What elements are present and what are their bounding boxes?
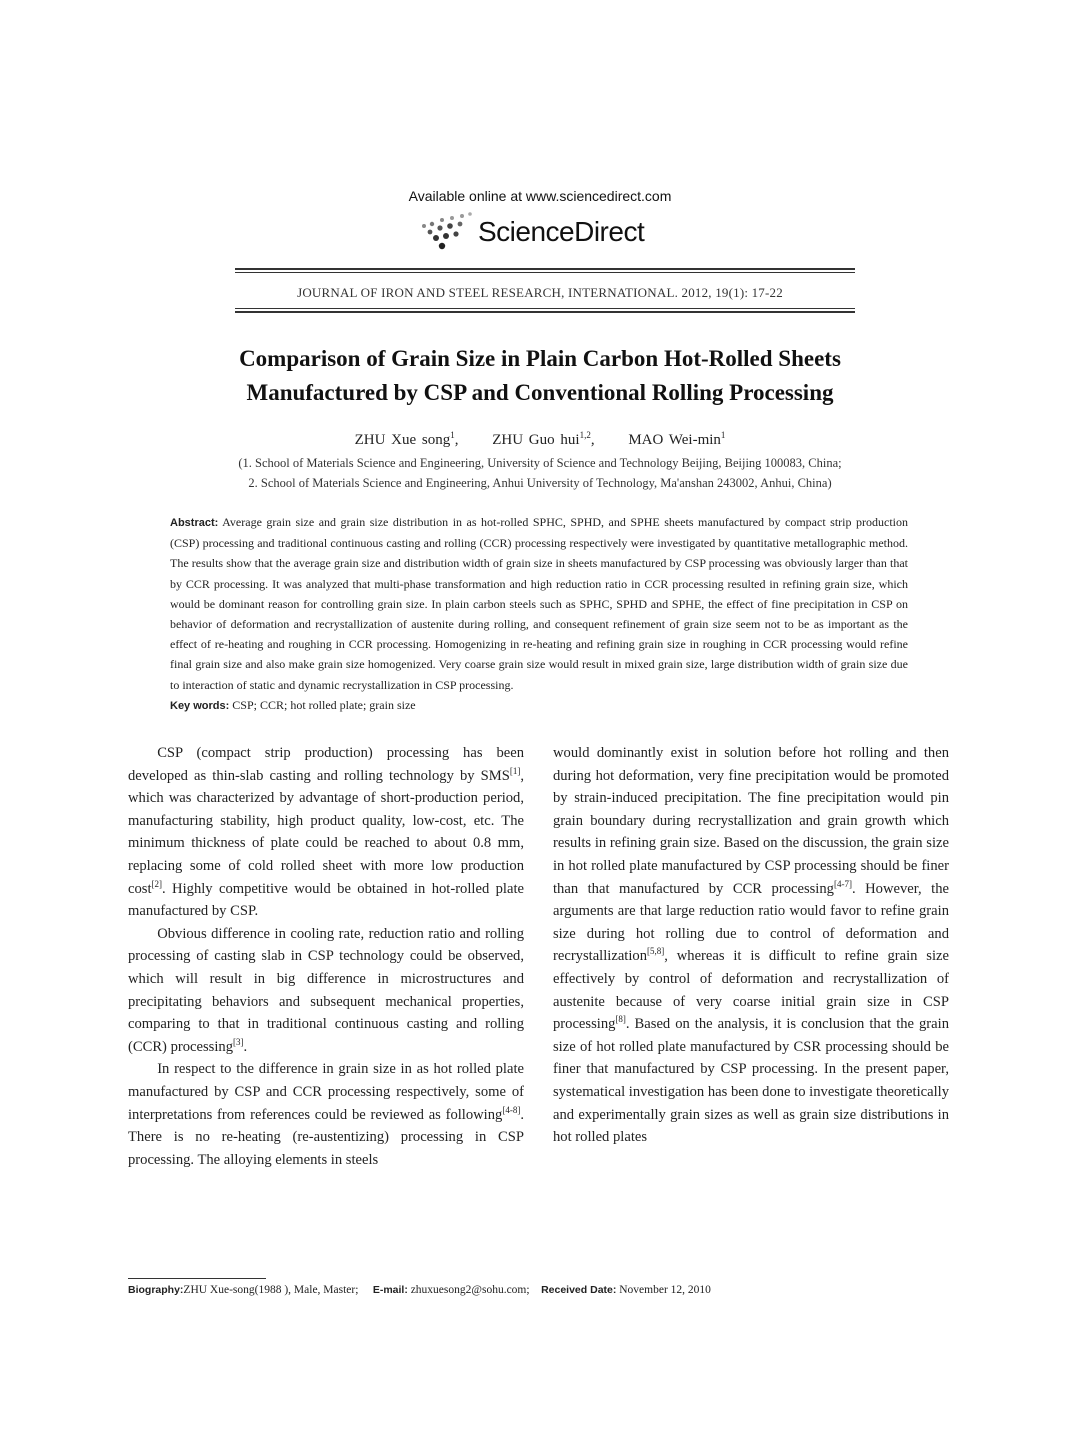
received-date-label: Received Date:	[541, 1284, 617, 1296]
author-separator: ,	[454, 432, 459, 448]
footnote-rule	[128, 1278, 266, 1279]
author-list	[0, 430, 1080, 449]
author-name: ZHU Xue song	[354, 432, 451, 448]
citation: [4-7]	[833, 878, 852, 889]
author-separator: ,	[590, 432, 595, 448]
citation: [4-8]	[502, 1104, 521, 1115]
author-name: ZHU Guo hui	[492, 432, 580, 448]
header-rule-bottom	[235, 311, 855, 313]
email-label: E-mail:	[372, 1284, 408, 1296]
received-date-text: November 12, 2010	[619, 1284, 711, 1296]
author-affil-mark: 1	[720, 430, 726, 440]
available-online-text: Available online at www.sciencedirect.com	[408, 188, 672, 204]
journal-citation: JOURNAL OF IRON AND STEEL RESEARCH, INTERNATIONAL. 2012, 19(1): 17-22	[297, 285, 783, 300]
text: . Based on the analysis, it is conclusion that the grain size of hot rolled plate manufactured by CSR processing should be finer that manufactured by CSP processing. In the present paper, systematical investigation has been done to investigate theoretically and experimentally grain sizes as well as grain size distributions in hot rolled plates	[553, 1016, 949, 1146]
citation: [3]	[233, 1036, 244, 1047]
paragraph	[128, 742, 524, 923]
keywords-text: CSP; CCR; hot rolled plate; grain size	[232, 697, 416, 712]
paper-title	[0, 342, 1080, 410]
author-3	[628, 432, 725, 448]
text: , whereas it is difficult to refine grain size effectively by control of deformation and recrystallization of austenite because of very coarse initial grain size in CSP processing	[553, 948, 949, 1033]
biography-text: ZHU Xue-song(1988 ), Male, Master;	[183, 1284, 359, 1296]
header-rule-bottom-thin	[235, 308, 855, 309]
keywords-label: Key words:	[170, 699, 230, 712]
biography-label: Biography:	[128, 1284, 184, 1296]
text: . There is no re-heating (re-austentizing) processing in CSP processing. The alloying elements in steels	[128, 1106, 524, 1168]
sciencedirect-brand: ScienceDirect	[478, 216, 645, 247]
citation: [8]	[615, 1014, 626, 1025]
abstract-text: Average grain size and grain size distribution in as hot-rolled SPHC, SPHD, and SPHE sheets manufactured by compact strip production (CSP) processing and traditional continuous casting and rolling (CCR) processing respectively were investigated by quantitative metallographic method. The results show that the average grain size and distribution width of grain size in sheets manufactured by CSP processing was obviously larger than that by CCR processing. It was analyzed that multi-phase transformation and high reduction ratio in CCR processing resulted in refining grain size, which would be dominant reason for controlling grain size. In plain carbon steels such as SPHC, SPHD and SPHE, the effect of fine precipitation in CSP on behavior of deformation and recrystallization of austenite during rolling, and consequent refinement of grain size seem not to be as important as the effect of re-heating and roughing in CCR processing. Homogenizing in re-heating and refining grain size in roughing in CCR processing would refine final grain size and also make grain size homogenized. Very coarse grain size would result in mixed grain size, large distribution width of grain size due to interaction of static and dynamic recrystallization in CSP processing.	[170, 515, 908, 692]
citation: [5,8]	[647, 946, 665, 957]
text: . Highly competitive would be obtained in hot-rolled plate manufactured by CSP.	[128, 880, 524, 920]
email-text: zhuxuesong2@sohu.com;	[410, 1284, 530, 1296]
text: , which was characterized by advantage of short-production period, manufacturing stability, high product quality, low-cost, etc. The minimum thickness of plate could be reached to about 0.8 mm, replacing some of cold rolled sheet with more low production cost	[128, 767, 524, 897]
text: Obvious difference in cooling rate, reduction ratio and rolling processing of casting slab in CSP technology could be observed, which will result in big difference in microstructures and precipitating behaviors and subsequent mechanical properties, comparing to that in traditional continuous casting and rolling (CCR) processing	[128, 925, 524, 1055]
sciencedirect-logo	[420, 212, 720, 256]
sciencedirect-dots-icon	[420, 212, 480, 256]
author-1	[355, 432, 459, 448]
paragraph	[553, 742, 949, 1149]
title-line-1: Comparison of Grain Size in Plain Carbon Hot-Rolled Sheets	[239, 346, 841, 371]
paragraph	[128, 923, 524, 1059]
text: CSP (compact strip production) processing has been developed as thin-slab casting and rolling technology by SMS	[128, 745, 524, 784]
citation: [2]	[151, 878, 163, 889]
citation: [1]	[509, 765, 521, 776]
body-column-right	[553, 742, 949, 1149]
text: .	[243, 1038, 248, 1055]
text: . However, the arguments are that large reduction ratio would favor to refine grain size during hot rolling due to control of deformation and recrystallization	[553, 880, 950, 965]
abstract	[170, 512, 908, 716]
abstract-label: Abstract:	[170, 517, 219, 529]
header-rule-top	[235, 268, 855, 270]
author-affil-mark: 1	[450, 430, 455, 440]
text: In respect to the difference in grain size in as hot rolled plate manufactured by CSP and CCR processing respectively, some of interpretations from references could be reviewed as following	[128, 1061, 524, 1123]
affiliation-2: 2. School of Materials Science and Engineering, Anhui University of Technology, Ma'anshan 243002, Anhui, China)	[248, 476, 832, 490]
author-affil-mark: 1,2	[579, 430, 591, 440]
text: would dominantly exist in solution before hot rolling and then during hot deformation, very fine precipitation would be promoted by strain-induced precipitation. The fine precipitation would pin grain boundary during recrystallization and grain growth which results in refining grain size. Based on the discussion, the grain size in hot rolled plate manufactured by CSP processing should be finer than that manufactured by CCR processing	[553, 745, 949, 897]
author-name: MAO Wei-min	[628, 432, 721, 448]
paragraph	[128, 1058, 524, 1171]
header-rule-top-thin	[235, 272, 855, 273]
affiliation-1: (1. School of Materials Science and Engineering, University of Science and Technology Beijing, Beijing 100083, China;	[238, 456, 842, 470]
title-line-2: Manufactured by CSP and Conventional Rolling Processing	[246, 380, 834, 405]
body-column-left	[128, 742, 524, 1171]
author-2	[492, 432, 594, 448]
footnote	[128, 1284, 711, 1296]
